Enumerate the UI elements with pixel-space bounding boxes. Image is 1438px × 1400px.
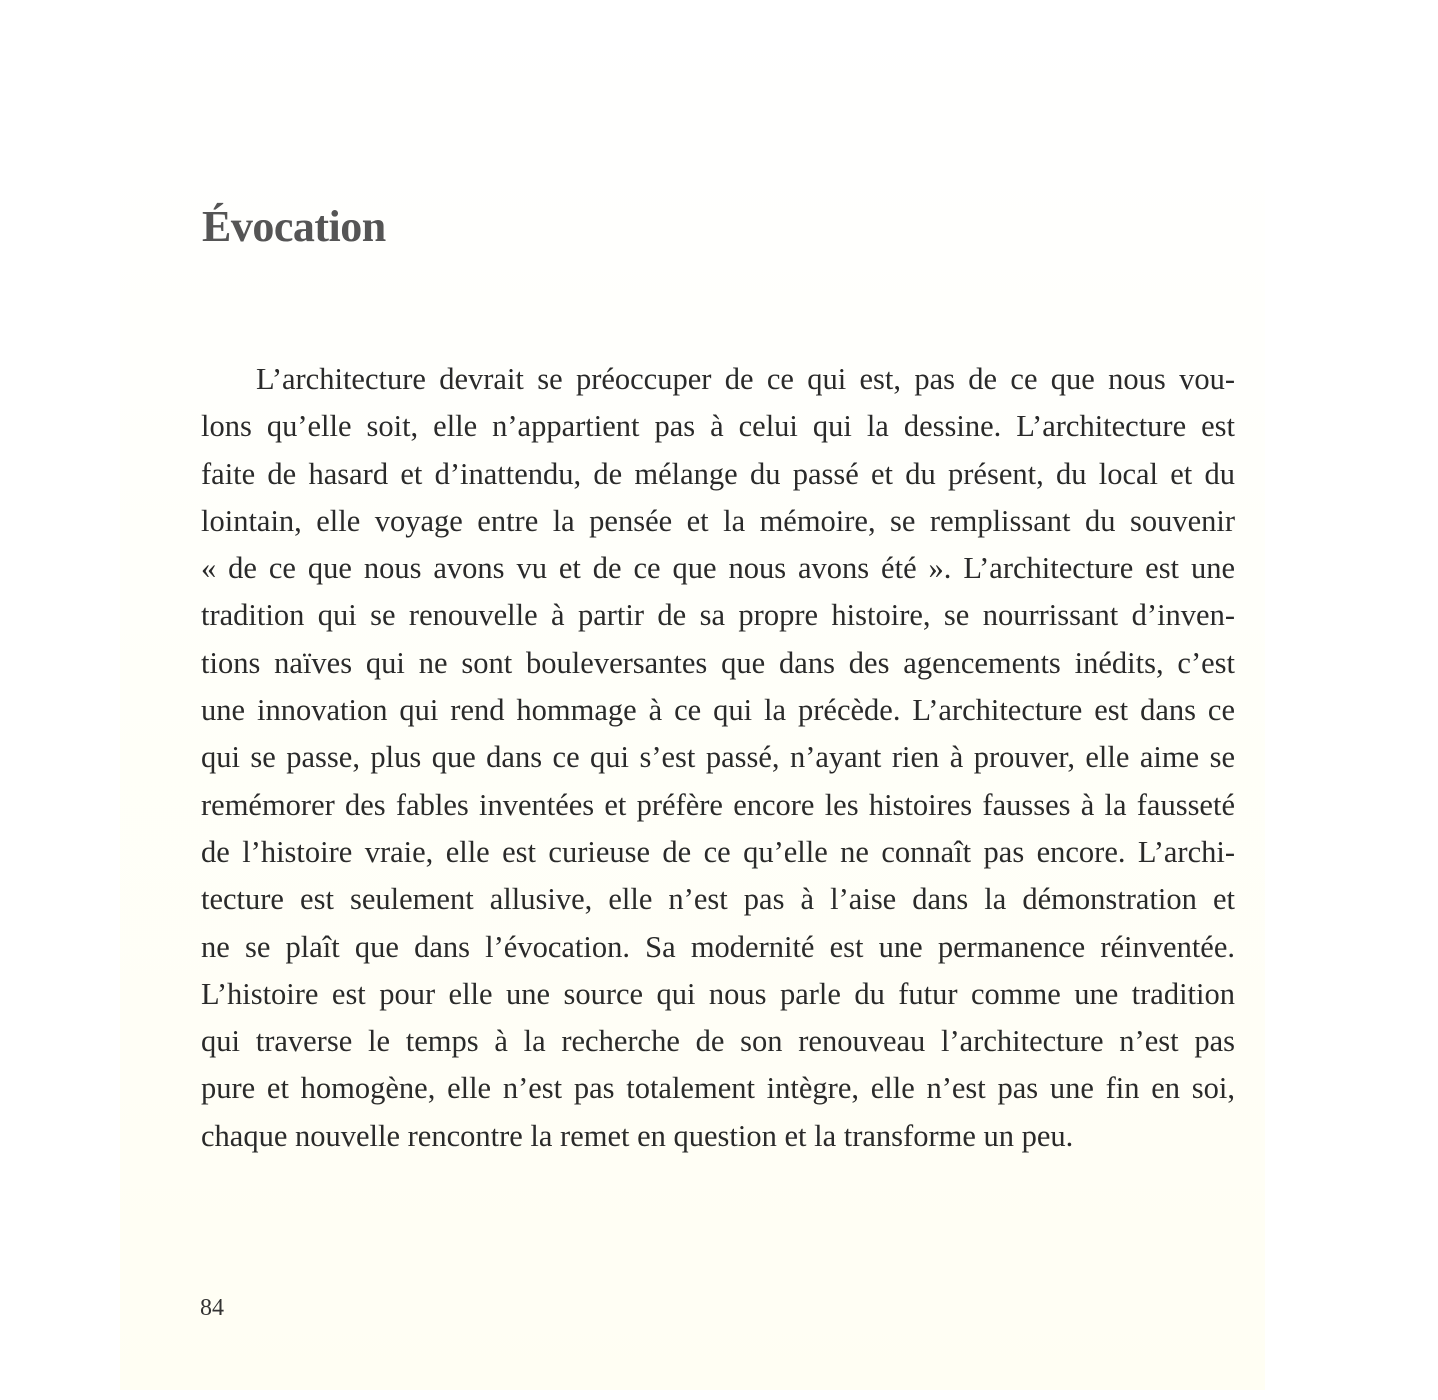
page-number: 84: [200, 1295, 224, 1321]
paragraph-line: L’histoire est pour elle une source qui nous parle du futur comme une tradition: [201, 976, 1235, 1011]
paragraph-line: qui traverse le temps à la recherche de son renouveau l’architecture n’est pas: [201, 1024, 1235, 1059]
paragraph-line: lointain, elle voyage entre la pensée et la mémoire, se remplissant du souvenir: [201, 503, 1235, 538]
paragraph-line: de l’histoire vraie, elle est curieuse de ce qu’elle ne connaît pas encore. L’archi-: [201, 834, 1235, 869]
paragraph-line: remémorer des fables inventées et préfère encore les histoires fausses à la fausseté: [201, 787, 1235, 822]
paragraph-line: lons qu’elle soit, elle n’appartient pas à celui qui la dessine. L’architecture est: [201, 409, 1235, 444]
paragraph-line: une innovation qui rend hommage à ce qui la précède. L’architecture est dans ce: [201, 693, 1235, 728]
body-paragraph: [201, 356, 1235, 1160]
chapter-title: Évocation: [202, 202, 386, 251]
paragraph-line: L’architecture devrait se préoccuper de ce qui est, pas de ce que nous vou-: [256, 362, 1235, 396]
paragraph-line: pure et homogène, elle n’est pas totalement intègre, elle n’est pas une fin en soi,: [201, 1071, 1235, 1106]
paragraph-line: faite de hasard et d’inattendu, de mélange du passé et du présent, du local et du: [201, 456, 1235, 491]
paragraph-line: qui se passe, plus que dans ce qui s’est passé, n’ayant rien à prouver, elle aime se: [201, 740, 1235, 775]
paragraph-line: ne se plaît que dans l’évocation. Sa modernité est une permanence réinventée.: [201, 929, 1235, 964]
paragraph-line: tecture est seulement allusive, elle n’est pas à l’aise dans la démonstration et: [201, 882, 1235, 917]
paragraph-line: chaque nouvelle rencontre la remet en question et la transforme un peu.: [201, 1118, 1074, 1153]
paragraph-line: « de ce que nous avons vu et de ce que nous avons été ». L’architecture est une: [201, 551, 1235, 586]
paragraph-line: tradition qui se renouvelle à partir de sa propre histoire, se nourrissant d’inven-: [201, 598, 1235, 633]
paragraph-line: tions naïves qui ne sont bouleversantes que dans des agencements inédits, c’est: [201, 645, 1235, 680]
